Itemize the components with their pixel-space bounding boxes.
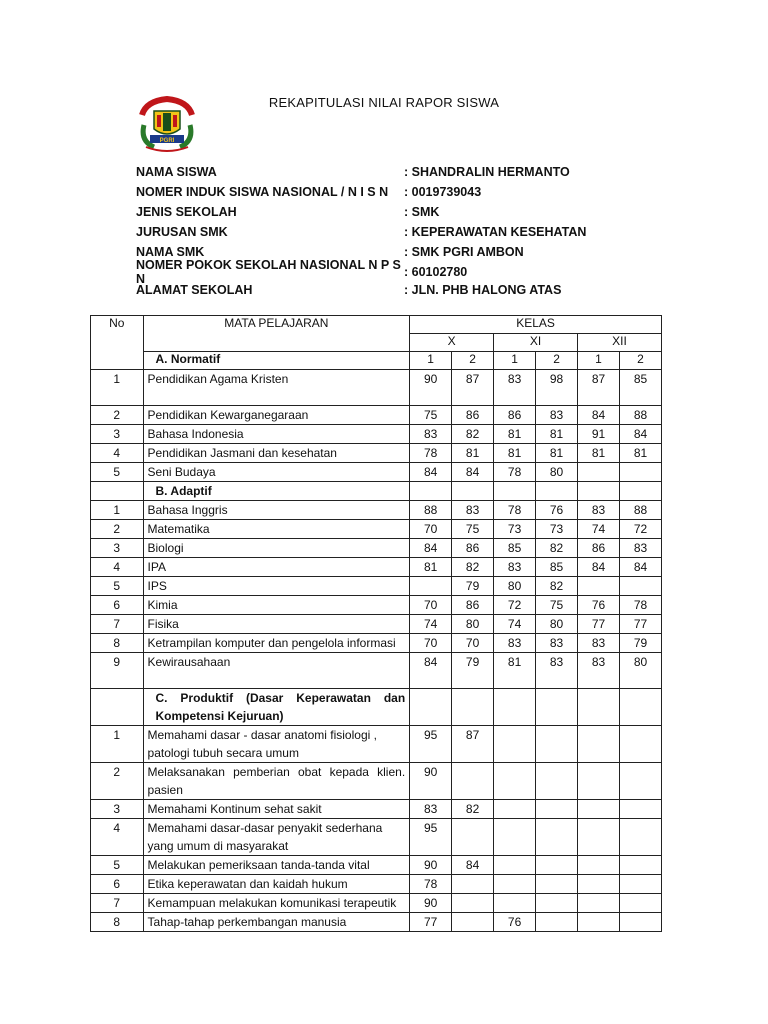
- table-row: [91, 425, 662, 444]
- grade-cell: 84: [578, 558, 620, 577]
- info-row: [136, 202, 616, 222]
- grade-cell: [494, 800, 536, 819]
- row-number: 6: [91, 596, 144, 615]
- grade-cell: 81: [494, 425, 536, 444]
- header-semester: 1: [578, 352, 620, 370]
- table-row: [91, 444, 662, 463]
- grade-cell: 95: [410, 726, 452, 763]
- row-number: 5: [91, 463, 144, 482]
- info-label: NOMER INDUK SISWA NASIONAL / N I S N: [136, 185, 389, 199]
- row-number: 4: [91, 819, 144, 856]
- grade-cell: 78: [410, 875, 452, 894]
- grade-cell: [494, 726, 536, 763]
- grade-cell: 87: [452, 370, 494, 406]
- row-number: 1: [91, 501, 144, 520]
- info-label: JENIS SEKOLAH: [136, 205, 237, 219]
- header-class-x: X: [410, 334, 494, 352]
- grade-cell: 98: [536, 370, 578, 406]
- grade-cell: 83: [410, 800, 452, 819]
- grade-cell: 81: [578, 444, 620, 463]
- row-number: 1: [91, 370, 144, 406]
- info-row: [136, 162, 616, 182]
- header-semester: 1: [494, 352, 536, 370]
- grade-cell: 81: [536, 425, 578, 444]
- grade-cell: [620, 726, 662, 763]
- grade-cell: 83: [452, 501, 494, 520]
- grade-cell: [452, 763, 494, 800]
- grade-cell: 81: [494, 444, 536, 463]
- grades-table: [90, 315, 662, 932]
- table-row: [91, 819, 662, 856]
- row-number: 3: [91, 539, 144, 558]
- subject-name: Kewirausahaan: [143, 653, 410, 689]
- table-row: [91, 726, 662, 763]
- grade-cell: 83: [578, 501, 620, 520]
- grade-cell: [452, 913, 494, 932]
- grade-cell: 76: [536, 501, 578, 520]
- header-semester: 2: [536, 352, 578, 370]
- grade-cell: 85: [536, 558, 578, 577]
- info-row: [136, 182, 616, 202]
- grade-cell: 78: [620, 596, 662, 615]
- info-value: : 0019739043: [404, 185, 482, 199]
- grade-cell: [536, 726, 578, 763]
- grade-cell: 79: [452, 653, 494, 689]
- grade-cell: 74: [494, 615, 536, 634]
- table-row: [91, 913, 662, 932]
- grade-cell: 82: [452, 800, 494, 819]
- grade-cell: [620, 856, 662, 875]
- subject-name: Tahap-tahap perkembangan manusia: [143, 913, 410, 932]
- grade-cell: 81: [536, 444, 578, 463]
- grade-cell: [536, 819, 578, 856]
- grade-cell: [410, 577, 452, 596]
- grade-cell: 84: [620, 558, 662, 577]
- grade-cell: [578, 894, 620, 913]
- grade-cell: 83: [536, 406, 578, 425]
- table-row: [91, 501, 662, 520]
- grade-cell: [494, 856, 536, 875]
- table-row: [91, 539, 662, 558]
- info-label: ALAMAT SEKOLAH: [136, 282, 253, 297]
- grade-cell: [578, 463, 620, 482]
- section-row: [91, 482, 662, 501]
- grade-cell: [536, 875, 578, 894]
- svg-text:PGRI: PGRI: [159, 138, 175, 144]
- grade-cell: 81: [452, 444, 494, 463]
- header-class-xii: XII: [578, 334, 662, 352]
- row-number: 1: [91, 726, 144, 763]
- info-label: NAMA SMK: [136, 245, 205, 259]
- grade-cell: 74: [410, 615, 452, 634]
- grade-cell: [578, 819, 620, 856]
- info-label: NOMER POKOK SEKOLAH NASIONAL N P S N: [136, 258, 401, 286]
- grade-cell: [620, 913, 662, 932]
- page-title: REKAPITULASI NILAI RAPOR SISWA: [268, 95, 500, 110]
- grade-cell: [536, 856, 578, 875]
- subject-name: Memahami dasar-dasar penyakit sederhana yang umum di masyarakat: [143, 819, 410, 856]
- grade-cell: 72: [620, 520, 662, 539]
- table-row: [91, 370, 662, 406]
- grade-cell: [578, 763, 620, 800]
- grade-cell: 70: [410, 634, 452, 653]
- grade-cell: 80: [452, 615, 494, 634]
- grade-cell: 75: [410, 406, 452, 425]
- grade-cell: 90: [410, 894, 452, 913]
- table-row: [91, 577, 662, 596]
- subject-name: Kimia: [143, 596, 410, 615]
- table-row: [91, 634, 662, 653]
- grade-cell: [494, 894, 536, 913]
- grade-cell: 75: [536, 596, 578, 615]
- row-number: 9: [91, 653, 144, 689]
- table-row: [91, 596, 662, 615]
- subject-name: Fisika: [143, 615, 410, 634]
- row-number: 7: [91, 894, 144, 913]
- grade-cell: 82: [452, 425, 494, 444]
- section-row: [91, 689, 662, 726]
- grade-cell: 84: [410, 653, 452, 689]
- info-value: : 60102780: [404, 265, 468, 279]
- grade-cell: [578, 913, 620, 932]
- info-value: : SHANDRALIN HERMANTO: [404, 165, 570, 179]
- grade-cell: 72: [494, 596, 536, 615]
- row-number: 3: [91, 800, 144, 819]
- grade-cell: 73: [494, 520, 536, 539]
- info-value: : JLN. PHB HALONG ATAS: [404, 282, 562, 297]
- row-number: 5: [91, 856, 144, 875]
- grade-cell: [578, 577, 620, 596]
- grade-cell: 86: [452, 596, 494, 615]
- grade-cell: 84: [620, 425, 662, 444]
- info-label: JURUSAN SMK: [136, 225, 228, 239]
- grade-cell: 70: [452, 634, 494, 653]
- table-row: [91, 894, 662, 913]
- section-title: C. Produktif (Dasar Keperawatan dan Kompetensi Kejuruan): [143, 689, 410, 726]
- row-number: 7: [91, 615, 144, 634]
- grade-cell: 83: [620, 539, 662, 558]
- table-row: [91, 856, 662, 875]
- grade-cell: 70: [410, 596, 452, 615]
- table-row: [91, 875, 662, 894]
- grade-cell: [620, 819, 662, 856]
- subject-name: Bahasa Indonesia: [143, 425, 410, 444]
- grade-cell: [494, 875, 536, 894]
- grade-cell: 82: [452, 558, 494, 577]
- grade-cell: 84: [452, 463, 494, 482]
- grade-cell: [578, 726, 620, 763]
- grade-cell: [452, 819, 494, 856]
- grade-cell: 83: [410, 425, 452, 444]
- info-label: NAMA SISWA: [136, 165, 217, 179]
- subject-name: IPS: [143, 577, 410, 596]
- grade-cell: 80: [536, 615, 578, 634]
- grade-cell: 84: [452, 856, 494, 875]
- subject-name: Matematika: [143, 520, 410, 539]
- subject-name: Pendidikan Jasmani dan kesehatan: [143, 444, 410, 463]
- row-number: 8: [91, 634, 144, 653]
- section-title: B. Adaptif: [143, 482, 410, 501]
- grade-cell: 78: [410, 444, 452, 463]
- grade-cell: 73: [536, 520, 578, 539]
- grade-cell: [536, 800, 578, 819]
- grade-cell: 87: [578, 370, 620, 406]
- grade-cell: 77: [620, 615, 662, 634]
- grade-cell: [494, 819, 536, 856]
- section-title: A. Normatif: [143, 352, 410, 370]
- grade-cell: 83: [494, 370, 536, 406]
- grade-cell: 84: [410, 539, 452, 558]
- grade-cell: 95: [410, 819, 452, 856]
- subject-name: Pendidikan Kewarganegaraan: [143, 406, 410, 425]
- grade-cell: 78: [494, 501, 536, 520]
- subject-name: Kemampuan melakukan komunikasi terapeutik: [143, 894, 410, 913]
- grade-cell: 79: [620, 634, 662, 653]
- table-row: [91, 800, 662, 819]
- subject-name: Melaksanakan pemberian obat kepada klien. pasien: [143, 763, 410, 800]
- grade-cell: 83: [578, 634, 620, 653]
- table-row: [91, 520, 662, 539]
- grade-cell: 81: [494, 653, 536, 689]
- subject-name: Etika keperawatan dan kaidah hukum: [143, 875, 410, 894]
- row-number: 4: [91, 558, 144, 577]
- grade-cell: [578, 800, 620, 819]
- grade-cell: [578, 856, 620, 875]
- header-semester: 2: [452, 352, 494, 370]
- header-class-xi: XI: [494, 334, 578, 352]
- grade-cell: [536, 913, 578, 932]
- grade-cell: 83: [578, 653, 620, 689]
- info-value: : SMK PGRI AMBON: [404, 245, 524, 259]
- header-semester: 1: [410, 352, 452, 370]
- table-row: [91, 463, 662, 482]
- grade-cell: 76: [578, 596, 620, 615]
- grade-cell: 83: [494, 634, 536, 653]
- info-row: [136, 258, 616, 286]
- subject-name: Memahami dasar - dasar anatomi fisiologi , patologi tubuh secara umum: [143, 726, 410, 763]
- grade-cell: [620, 577, 662, 596]
- grade-cell: 78: [494, 463, 536, 482]
- grade-cell: 90: [410, 763, 452, 800]
- grade-cell: [620, 800, 662, 819]
- grade-cell: 81: [410, 558, 452, 577]
- grade-cell: 77: [410, 913, 452, 932]
- grade-cell: 86: [452, 539, 494, 558]
- grade-cell: 81: [620, 444, 662, 463]
- grade-cell: 84: [578, 406, 620, 425]
- row-number: 3: [91, 425, 144, 444]
- grade-cell: [494, 763, 536, 800]
- header-no: No: [91, 316, 144, 370]
- grade-cell: 85: [620, 370, 662, 406]
- info-value: : KEPERAWATAN KESEHATAN: [404, 225, 587, 239]
- grade-cell: [452, 894, 494, 913]
- row-number: 2: [91, 520, 144, 539]
- grade-cell: 83: [536, 653, 578, 689]
- grade-cell: 75: [452, 520, 494, 539]
- grade-cell: 82: [536, 577, 578, 596]
- subject-name: Pendidikan Agama Kristen: [143, 370, 410, 406]
- subject-name: IPA: [143, 558, 410, 577]
- student-info: [136, 162, 616, 297]
- info-value: : SMK: [404, 205, 440, 219]
- table-row: [91, 653, 662, 689]
- subject-name: Seni Budaya: [143, 463, 410, 482]
- grade-cell: 83: [536, 634, 578, 653]
- info-row: [136, 282, 616, 297]
- grade-cell: 87: [452, 726, 494, 763]
- grade-cell: [620, 875, 662, 894]
- grade-cell: [620, 463, 662, 482]
- table-row: [91, 558, 662, 577]
- row-number: 4: [91, 444, 144, 463]
- subject-name: Biologi: [143, 539, 410, 558]
- grade-cell: 86: [494, 406, 536, 425]
- row-number: 6: [91, 875, 144, 894]
- subject-name: Melakukan pemeriksaan tanda-tanda vital: [143, 856, 410, 875]
- row-number: 2: [91, 763, 144, 800]
- row-number: 8: [91, 913, 144, 932]
- grade-cell: 74: [578, 520, 620, 539]
- header-semester: 2: [620, 352, 662, 370]
- grade-cell: 86: [452, 406, 494, 425]
- subject-name: Memahami Kontinum sehat sakit: [143, 800, 410, 819]
- grade-cell: [536, 894, 578, 913]
- grade-cell: 80: [494, 577, 536, 596]
- header-subject: MATA PELAJARAN: [143, 316, 410, 352]
- table-row: [91, 615, 662, 634]
- row-number: 5: [91, 577, 144, 596]
- subject-name: Bahasa Inggris: [143, 501, 410, 520]
- subject-name: Ketrampilan komputer dan pengelola informasi: [143, 634, 410, 653]
- info-row: [136, 222, 616, 242]
- grade-cell: 83: [494, 558, 536, 577]
- grade-cell: 80: [536, 463, 578, 482]
- grade-cell: [536, 763, 578, 800]
- grade-cell: 91: [578, 425, 620, 444]
- grade-cell: 88: [620, 501, 662, 520]
- grade-cell: 77: [578, 615, 620, 634]
- grade-cell: 90: [410, 370, 452, 406]
- grade-cell: 88: [620, 406, 662, 425]
- grade-cell: [620, 894, 662, 913]
- header-kelas: KELAS: [410, 316, 662, 334]
- grade-cell: 86: [578, 539, 620, 558]
- table-row: [91, 406, 662, 425]
- grade-cell: [620, 763, 662, 800]
- grade-cell: 70: [410, 520, 452, 539]
- grade-cell: 84: [410, 463, 452, 482]
- grade-cell: 79: [452, 577, 494, 596]
- grade-cell: 90: [410, 856, 452, 875]
- grade-cell: 76: [494, 913, 536, 932]
- grade-cell: [578, 875, 620, 894]
- grade-cell: [452, 875, 494, 894]
- grade-cell: 88: [410, 501, 452, 520]
- table-row: [91, 763, 662, 800]
- grade-cell: 80: [620, 653, 662, 689]
- grade-cell: 82: [536, 539, 578, 558]
- grade-cell: 85: [494, 539, 536, 558]
- row-number: 2: [91, 406, 144, 425]
